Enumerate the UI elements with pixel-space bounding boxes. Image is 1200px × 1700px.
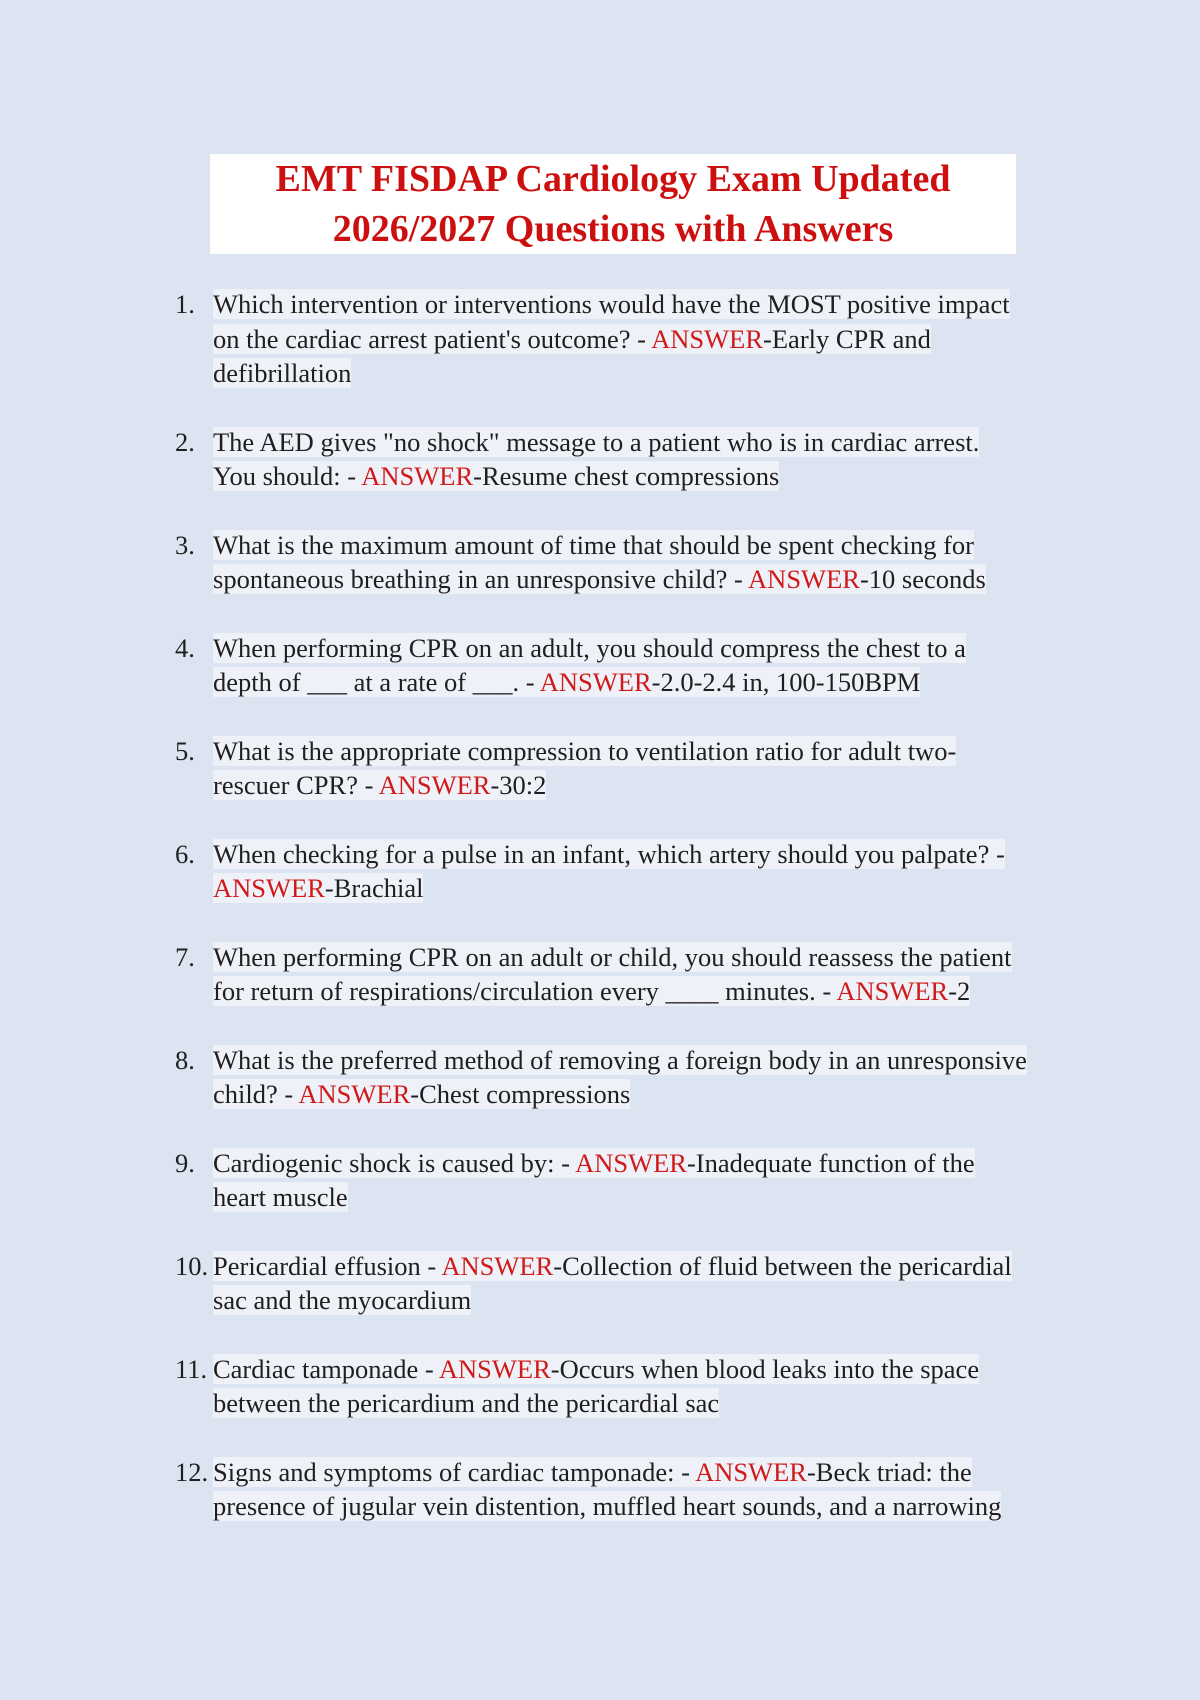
question-text <box>213 631 1053 700</box>
question-number: 2. <box>175 426 195 457</box>
question-text-segment: What is the maximum amount of time that should be spent checking for <box>213 529 974 560</box>
question-text-segment: child? - <box>213 1079 299 1109</box>
question-text <box>213 528 1053 597</box>
question-text-segment: Cardiac tamponade - <box>213 1353 439 1384</box>
question-item <box>175 1146 1075 1215</box>
question-text-segment: sac and the myocardium <box>213 1285 472 1315</box>
question-text-segment: Cardiogenic shock is caused by: - <box>213 1147 576 1178</box>
question-line <box>213 1455 1053 1490</box>
line-highlight <box>213 1354 979 1384</box>
question-text-segment: defibrillation <box>213 358 352 388</box>
question-item <box>175 631 1075 700</box>
answer-text: -Resume chest compressions <box>473 461 780 491</box>
question-number: 7. <box>175 941 195 972</box>
line-highlight <box>213 1182 348 1212</box>
line-highlight <box>213 873 423 903</box>
question-number: 1. <box>175 289 195 319</box>
answer-text: -Occurs when blood leaks into the space <box>550 1353 980 1384</box>
question-line <box>213 1077 1053 1112</box>
answer-text: -Beck triad: the <box>806 1456 972 1487</box>
question-number: 6. <box>175 838 195 869</box>
question-text <box>213 425 1053 494</box>
answer-label: ANSWER <box>539 667 652 697</box>
answer-text: -Chest compressions <box>410 1079 631 1109</box>
line-highlight <box>213 358 351 388</box>
question-item <box>175 528 1075 597</box>
line-highlight <box>213 324 931 354</box>
question-text <box>213 837 1053 906</box>
question-number: 9. <box>175 1147 195 1178</box>
question-line <box>213 562 1053 597</box>
question-item <box>175 837 1075 906</box>
question-text <box>213 1352 1053 1421</box>
question-item <box>175 1352 1075 1421</box>
question-text <box>213 287 1053 391</box>
answer-text: -Brachial <box>324 873 424 903</box>
question-text-segment: Which intervention or interventions would have the MOST positive impact <box>213 289 1010 319</box>
question-item <box>175 1043 1075 1112</box>
line-highlight <box>213 1251 1012 1281</box>
question-line <box>213 665 1053 700</box>
question-text-segment: You should: - <box>213 461 362 491</box>
question-item <box>175 1455 1075 1524</box>
answer-label: ANSWER <box>651 323 764 354</box>
question-line <box>213 1146 1053 1181</box>
question-text-segment: for return of respirations/circulation every ____ minutes. - <box>213 976 837 1006</box>
answer-text: -Inadequate function of the <box>686 1147 975 1178</box>
line-highlight <box>213 839 1005 869</box>
question-line <box>213 1352 1053 1387</box>
question-line <box>213 1043 1053 1078</box>
answer-label: ANSWER <box>438 1353 551 1384</box>
question-text-segment: heart muscle <box>213 1182 348 1212</box>
line-highlight <box>213 1285 471 1315</box>
question-text <box>213 1043 1053 1112</box>
question-text-segment: When performing CPR on an adult or child, you should reassess the patient <box>213 941 1012 972</box>
question-line <box>213 1283 1053 1318</box>
line-highlight <box>213 1045 1027 1075</box>
question-text-segment: What is the preferred method of removing a foreign body in an unresponsive <box>213 1044 1027 1075</box>
question-text-segment: When performing CPR on an adult, you should compress the chest to a <box>213 632 966 663</box>
question-line <box>213 631 1053 666</box>
answer-label: ANSWER <box>748 564 860 594</box>
line-highlight <box>213 1491 1001 1521</box>
line-highlight <box>213 770 546 800</box>
question-text-segment: What is the appropriate compression to ventilation ratio for adult two- <box>213 735 957 766</box>
question-number: 12. <box>175 1456 209 1487</box>
question-line <box>213 459 1053 494</box>
line-highlight <box>213 461 779 491</box>
line-highlight <box>213 1388 719 1418</box>
question-line <box>213 356 1053 391</box>
answer-label: ANSWER <box>378 770 491 800</box>
answer-label: ANSWER <box>695 1456 807 1487</box>
line-highlight <box>213 633 966 663</box>
question-number: 8. <box>175 1044 195 1075</box>
line-highlight <box>213 942 1012 972</box>
question-line <box>213 425 1053 460</box>
question-line <box>213 322 1053 357</box>
question-text-segment: Pericardial effusion - <box>213 1250 442 1281</box>
question-text-segment: between the pericardium and the pericardial sac <box>213 1388 720 1418</box>
answer-label: ANSWER <box>836 976 949 1006</box>
question-number: 10. <box>175 1250 209 1281</box>
question-text-segment: spontaneous breathing in an unresponsive child? - <box>213 564 749 594</box>
answer-text: -2 <box>948 976 971 1006</box>
line-highlight <box>213 1079 630 1109</box>
answer-text: -Early CPR and <box>763 323 931 354</box>
question-text-segment: depth of ___ at a rate of ___. - <box>213 667 540 697</box>
answer-text: -30:2 <box>490 770 547 800</box>
question-number: 4. <box>175 632 195 663</box>
answer-text: -Collection of fluid between the pericardial <box>553 1250 1012 1281</box>
question-line <box>213 734 1053 769</box>
question-text <box>213 940 1053 1009</box>
question-line <box>213 768 1053 803</box>
question-text <box>213 734 1053 803</box>
title-line-2: 2026/2027 Questions with Answers <box>332 208 894 250</box>
question-text <box>213 1249 1053 1318</box>
question-number: 3. <box>175 529 195 560</box>
question-text <box>213 1146 1053 1215</box>
document-title <box>210 154 1016 254</box>
line-highlight <box>213 976 970 1006</box>
question-line <box>213 871 1053 906</box>
question-list <box>175 287 1075 1558</box>
question-line <box>213 287 1053 322</box>
answer-text: -2.0-2.4 in, 100-150BPM <box>651 667 921 697</box>
question-line <box>213 1249 1053 1284</box>
answer-label: ANSWER <box>441 1250 554 1281</box>
line-highlight <box>213 736 956 766</box>
question-text-segment: When checking for a pulse in an infant, which artery should you palpate? - <box>213 838 1005 869</box>
line-highlight <box>213 427 979 457</box>
question-line <box>213 1386 1053 1421</box>
question-line <box>213 1180 1053 1215</box>
question-text <box>213 1455 1053 1524</box>
question-item <box>175 287 1075 391</box>
answer-label: ANSWER <box>575 1147 687 1178</box>
line-highlight <box>213 1148 975 1178</box>
line-highlight <box>213 289 1010 319</box>
question-number: 5. <box>175 735 195 766</box>
question-line <box>213 1489 1053 1524</box>
question-line <box>213 940 1053 975</box>
line-highlight <box>213 667 920 697</box>
question-text-segment: The AED gives "no shock" message to a patient who is in cardiac arrest. <box>213 426 980 457</box>
line-highlight <box>213 1457 972 1487</box>
answer-label: ANSWER <box>213 873 325 903</box>
question-item <box>175 425 1075 494</box>
question-item <box>175 734 1075 803</box>
answer-text: -10 seconds <box>859 564 986 594</box>
question-text-segment: rescuer CPR? - <box>213 770 379 800</box>
question-line <box>213 528 1053 563</box>
question-line <box>213 837 1053 872</box>
line-highlight <box>213 564 986 594</box>
question-text-segment: Signs and symptoms of cardiac tamponade: - <box>213 1456 696 1487</box>
question-line <box>213 974 1053 1009</box>
answer-label: ANSWER <box>361 461 474 491</box>
question-item <box>175 940 1075 1009</box>
question-item <box>175 1249 1075 1318</box>
question-number: 11. <box>175 1353 208 1384</box>
title-line-1: EMT FISDAP Cardiology Exam Updated <box>275 158 951 200</box>
question-text-segment: presence of jugular vein distention, muffled heart sounds, and a narrowing <box>213 1491 1002 1521</box>
line-highlight <box>213 530 974 560</box>
answer-label: ANSWER <box>298 1079 411 1109</box>
question-text-segment: on the cardiac arrest patient's outcome? - <box>213 323 652 354</box>
